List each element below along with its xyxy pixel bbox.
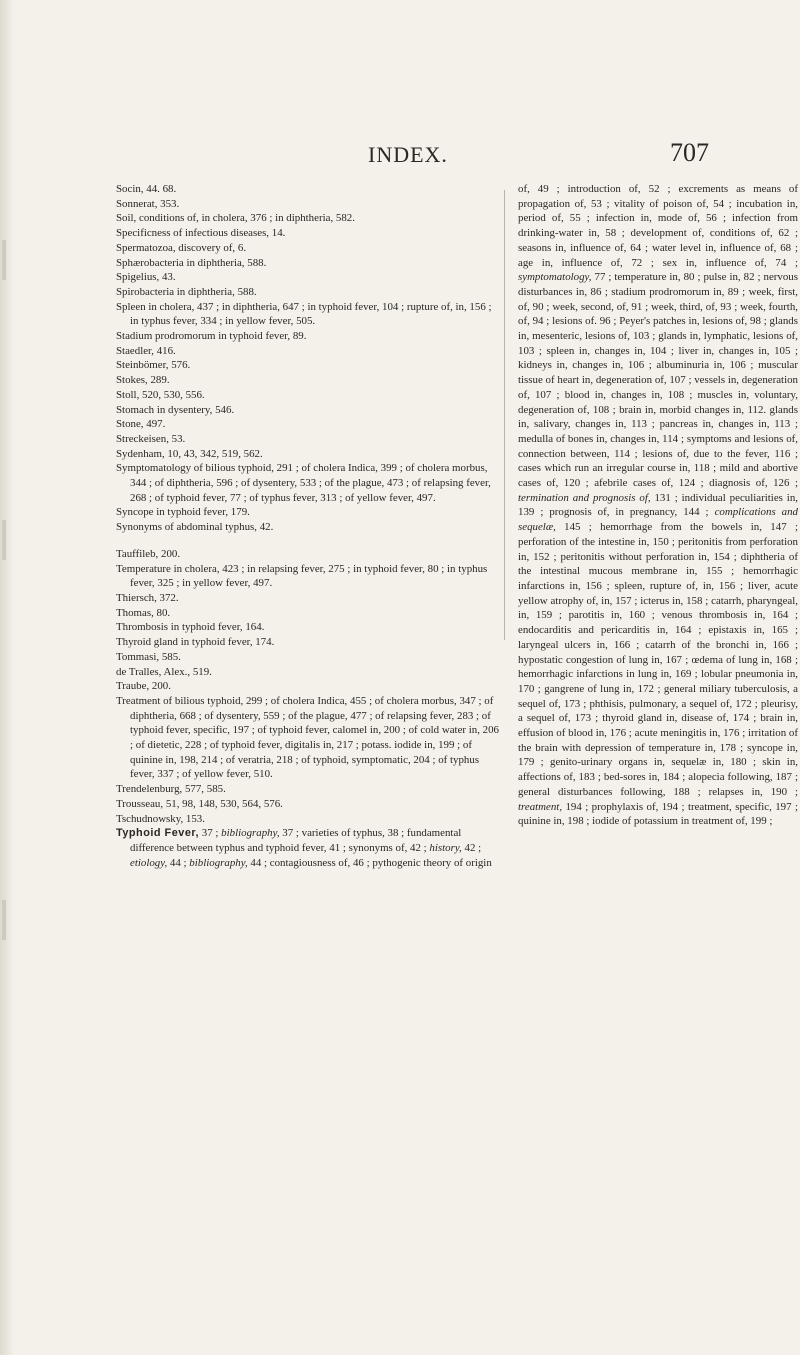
page-edge-mark [2,900,6,940]
entry-segment: of, 49 ; introduction of, 52 ; excrements as means of propagation of, 53 ; vitality of poison of, 54 ; incubation in, period of, 55 ; infection in, mode of, 56 ; infection from drinking-water in, 58 ; development of, conditions of, 62 ; seasons in, influence of, 64 ; water level in, influence of, 68 ; age in, influence of, 72 ; sex in, influence of, 74 ; [518,183,798,269]
index-entry: Treatment of bilious typhoid, 299 ; of cholera Indica, 455 ; of cholera morbus, 347 ; of diphtheria, 668 ; of dysentery, 559 ; of the plague, 477 ; of relapsing fever, 283 ; of typhoid fever, specific, 197 ; of typhoid fever, calomel in, 200 ; of cold water in, 206 ; of dietetic, 228 ; of typhoid fever, digitalis in, 217 ; potass. iodide in, 199 ; of quinine in, 198, 214 ; of veratria, 218 ; of typhoid, symptomatic, 204 ; of typhus fever, 337 ; of yellow fever, 510. [116,694,500,781]
entry-segment: history, [429,841,462,854]
index-entry: Stokes, 289. [116,374,170,387]
index-column-left [116,182,500,870]
entry-segment: 145 ; hemorrhage from the bowels in, 147 ; perforation of the intestine in, 150 ; peritonitis from perforation in, 152 ; peritonitis without perforation in, 154 ; diphtheria of the intestinal mucous membrane in, 155 ; hemorrhagic infarctions in, 156 ; spleen, rupture of, in, 156 ; liver, acute yellow atrophy of, in, 157 ; icterus in, 158 ; catarrh, pharyngeal, in, 159 ; parotitis in, 160 ; venous thrombosis in, 164 ; endocarditis and pericarditis in, 164 ; epistaxis in, 165 ; laryngeal ulcers in, 166 ; catarrh of the bronchi in, 166 ; hypostatic congestion of lung in, 167 ; œdema of lung in, 168 ; hemorrhagic infarctions in lung in, 169 ; lobular pneumonia in, 170 ; gangrene of lung in, 172 ; general miliary tuberculosis, a sequel of, 173 ; phthisis, pulmonary, a sequel of, 172 ; pleurisy, a sequel of, 173 ; thyroid gland in, disease of, 174 ; brain in, effusion of blood in, 176 ; acute meningitis in, 176 ; irritation of the brain with depression of temperature in, 178 ; syncope in, 179 ; genito-urinary organs in, sequelæ in, 180 ; skin in, affections of, 183 ; bed-sores in, 184 ; alopecia following, 187 ; general disturbances following, 188 ; relapses in, 190 ; [518,521,798,798]
index-entry-heading: Typhoid Fever, [116,827,200,840]
index-entry: Spleen in cholera, 437 ; in diphtheria, 647 ; in typhoid fever, 104 ; rupture of, in, 156 ; in typhus fever, 334 ; in yellow fever, 505. [116,300,492,328]
entry-segment: treatment, [518,800,563,813]
entry-segment: 77 ; temperature in, 80 ; pulse in, 82 ; nervous disturbances in, 86 ; stadium prodromorum in, 89 ; week, first, of, 90 ; week, second, of, 91 ; week, third, of, 93 ; week, fourth, of, 94 ; lesions of. 96 ; Peyer's patches in, lesions of, 98 ; glands in, mesenteric, lesions of, 103 ; glands in, lymphatic, lesions of, 103 ; spleen in, changes in, 104 ; liver in, changes in, 105 ; kidneys in, changes in, 106 ; albuminuria in, 106 ; muscular tissue of heart in, degeneration of, 107 ; vessels in, degeneration of, 107 ; blood in, changes in, 108 ; muscles in, voluntary, degeneration of, 108 ; brain in, morbid changes in, 112. glands in, salivary, changes in, 113 ; pancreas in, changes in, 113 ; medulla of bones in, changes in, 114 ; symptoms and lesions of, connection between, 114 ; lesions of, due to the fever, 116 ; cases which run an irregular course in, 118 ; mild and abortive cases of, 120 ; afebrile cases of, 124 ; diagnosis of, 126 ; [518,271,798,490]
index-entry-typhoid-fever [116,826,500,870]
index-entry: Stoll, 520, 530, 556. [116,388,205,401]
index-entry: Sphærobacteria in diphtheria, 588. [116,256,267,269]
index-entry: Staedler, 416. [116,344,176,357]
index-entry: Trendelenburg, 577, 585. [116,783,226,796]
entry-segment: 131 ; individual peculiarities in, 139 ; prognosis of, in pregnancy, 144 ; [518,491,798,519]
column-divider [504,190,505,640]
entry-segment: etiology, [130,856,168,869]
letter-section-gap [116,535,500,547]
index-entry: Symptomatology of bilious typhoid, 291 ; of cholera Indica, 399 ; of cholera morbus, 344 ; of diphtheria, 596 ; of dysentery, 533 ; of the plague, 473 ; of relapsing fever, 268 ; of typhoid fever, 77 ; of typhus fever, 313 ; of yellow fever, 497. [116,462,491,504]
index-entry: Thyroid gland in typhoid fever, 174. [116,636,275,649]
index-entry: Socin, 44. 68. [116,183,177,195]
entry-segment: 44 ; contagiousness of, 46 ; pythogenic theory of origin [247,856,492,869]
index-entry: Specificness of infectious diseases, 14. [116,227,286,240]
entry-segment: 37 ; [199,827,222,840]
running-head: INDEX. [368,142,448,167]
entry-segment: 42 ; [461,841,482,854]
entry-segment: 37 ; varieties of typhus, 38 ; fundamental difference between typhus and typhoid fever, 41 ; synonyms of, 42 ; [130,827,462,854]
index-entry: Stadium prodromorum in typhoid fever, 89. [116,330,307,343]
index-entry: Trousseau, 51, 98, 148, 530, 564, 576. [116,797,283,810]
page-edge-mark [2,240,6,280]
entry-segment: complications and sequelæ, [518,506,798,534]
index-entry: Thiersch, 372. [116,591,179,604]
index-entry: Temperature in cholera, 423 ; in relapsing fever, 275 ; in typhoid fever, 80 ; in typhus fever, 325 ; in yellow fever, 497. [116,562,488,590]
index-entry: Thomas, 80. [116,606,171,619]
index-entry: Sydenham, 10, 43, 342, 519, 562. [116,447,263,460]
index-entry: Tschudnowsky, 153. [116,812,205,825]
index-entry: Spigelius, 43. [116,271,176,284]
page-edge-shadow [0,0,14,1355]
index-entry: Thrombosis in typhoid fever, 164. [116,621,265,634]
page-edge-mark [2,520,6,560]
index-entry: Syncope in typhoid fever, 179. [116,506,250,519]
index-entry: Soil, conditions of, in cholera, 376 ; in diphtheria, 582. [116,212,355,225]
index-entry: Synonyms of abdominal typhus, 42. [116,521,274,534]
entry-segment: 194 ; prophylaxis of, 194 ; treatment, specific, 197 ; quinine in, 198 ; iodide of potassium in treatment of, 199 ; [518,800,798,828]
index-entry: Spirobacteria in diphtheria, 588. [116,285,257,298]
index-entry: Stomach in dysentery, 546. [116,403,235,416]
index-entry-continuation [518,182,798,829]
index-entry: Sonnerat, 353. [116,197,180,210]
index-column-right [518,182,798,829]
index-entry: Tommasi, 585. [116,650,181,663]
index-entry: Steinbömer, 576. [116,359,191,372]
index-entry: Tauffileb, 200. [116,547,181,560]
index-entry: Spermatozoa, discovery of, 6. [116,241,247,254]
index-entry: Traube, 200. [116,680,171,693]
entry-segment: termination and prognosis of, [518,491,651,504]
entry-segment: bibliography, [189,856,248,869]
index-entry: Stone, 497. [116,418,166,431]
index-entry: de Tralles, Alex., 519. [116,665,212,678]
entry-segment: symptomatology, [518,271,592,284]
index-entry: Streckeisen, 53. [116,432,186,445]
entry-segment: 44 ; [167,856,190,869]
entry-segment: bibliography, [221,827,280,840]
page-number: 707 [670,138,709,167]
